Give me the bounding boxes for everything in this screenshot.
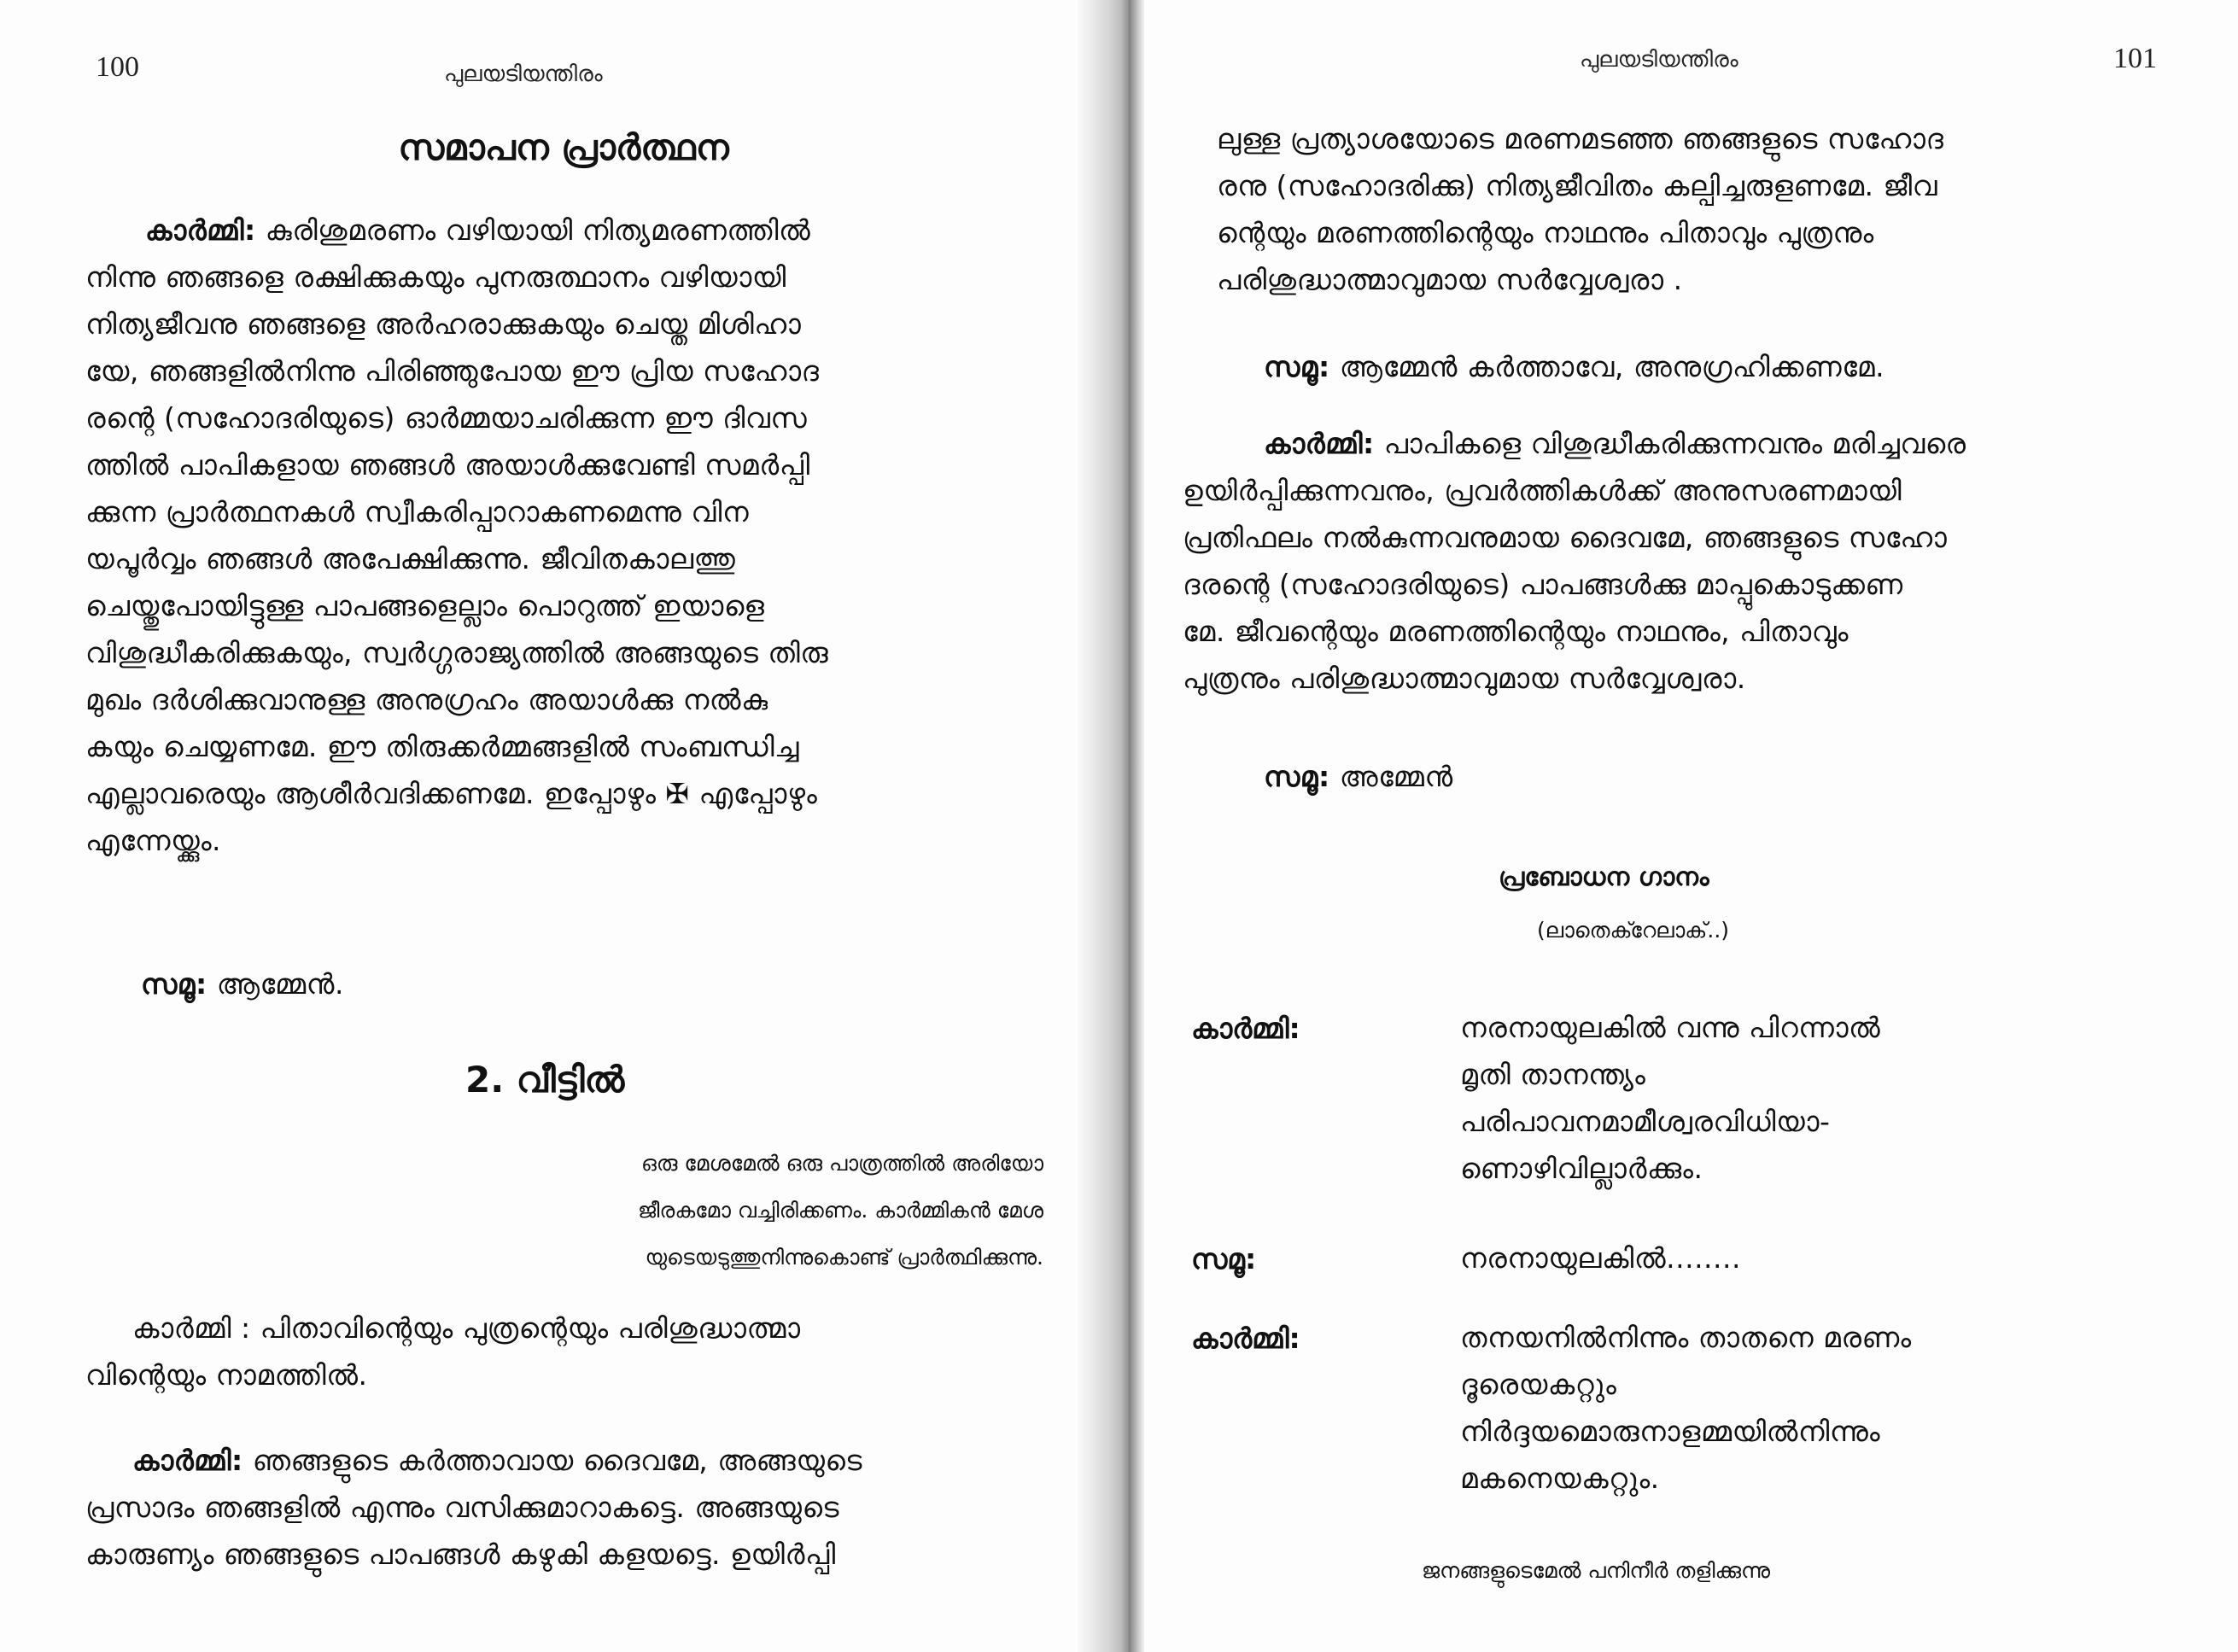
closing-prayer <box>85 207 1046 864</box>
prayer-line: ഉയിർപ്പിക്കുന്നവനും, പ്രവർത്തികൾക്ക് അനുസരണമായി <box>1183 474 1902 507</box>
prayer-line: നിത്യജീവനു ഞങ്ങളെ അർഹരാക്കുകയും ചെയ്ത മിശിഹാ <box>85 307 802 341</box>
speaker-label: കാർമ്മി: <box>132 1444 243 1477</box>
prayer-line: യപൂർവ്വം ഞങ്ങൾ അപേക്ഷിക്കുന്നു. ജീവിതകാലത്തു <box>85 542 736 575</box>
speaker-label: കാർമ്മി: <box>1264 427 1375 460</box>
section-title: സമാപന പ്രാർത്ഥന <box>398 126 729 168</box>
prayer-line: പ്രസാദം ഞങ്ങളിൽ എന്നും വസിക്കുമാറാകട്ടെ. അങ്ങയുടെ <box>85 1491 839 1524</box>
prayer-2 <box>85 1437 1046 1578</box>
response-amen-lord <box>1264 343 1884 390</box>
prayer-line: പാപികളെ വിശുദ്ധീകരിക്കുന്നവനും മരിച്ചവരെ <box>1383 427 1966 460</box>
prayer-line: പരിശുദ്ധാത്മാവുമായ സർവ്വേശ്വരാ . <box>1217 263 1683 296</box>
page-number: 101 <box>2113 43 2157 74</box>
prayer-line: ദരന്റെ (സഹോദരിയുടെ) പാപങ്ങൾക്കു മാപ്പുകൊടുക്കണ <box>1183 568 1903 601</box>
response-text: അമ്മേൻ <box>1339 760 1453 793</box>
hymn-line: നരനായുലകിൽ വന്നു പിറന്നാൽ <box>1460 1011 1881 1044</box>
prayer-line: എന്നേയ്ക്കും. <box>85 824 222 857</box>
prayer-line: മുഖം ദർശിക്കുവാനുള്ള അനുഗ്രഹം അയാൾക്കു നൽകു <box>85 683 768 716</box>
prayer-line: നിന്നു ഞങ്ങളെ രക്ഷിക്കുകയും പുനരുത്ഥാനം വഴിയായി <box>85 260 786 294</box>
speaker-label: കാർമ്മി: <box>145 213 256 247</box>
prayer-line: ത്തിൽ പാപികളായ ഞങ്ങൾ അയാൾക്കുവേണ്ടി സമർപ്പി <box>85 448 810 482</box>
speaker-label: സമൂ: <box>1264 350 1330 383</box>
hymn-line: മകനെയകറ്റും. <box>1460 1462 1660 1495</box>
hymn-speaker: കാർമ്മി: <box>1191 1012 1300 1045</box>
rubric-line: യുടെയടുത്തുനിന്നുകൊണ്ട് പ്രാർത്ഥിക്കുന്നു. <box>645 1245 1043 1270</box>
prayer-line: ലുള്ള പ്രത്യാശയോടെ മരണമടഞ്ഞ ഞങ്ങളുടെ സഹോദ <box>1217 122 1944 155</box>
prayer-line: പുത്രനും പരിശുദ്ധാത്മാവുമായ സർവ്വേശ്വരാ. <box>1183 662 1746 695</box>
hymn-line: ണൊഴിവില്ലാർക്കും. <box>1460 1152 1703 1185</box>
book-gutter-shadow <box>1078 0 1129 1652</box>
hymn-line: നരനായുലകിൽ........ <box>1460 1241 1742 1275</box>
book-gutter-shadow <box>1129 0 1144 1652</box>
prayer-line: ന്റെയും മരണത്തിന്റെയും നാഥനും പിതാവും പുത്രനും <box>1217 216 1874 249</box>
hymn-refrain <box>1460 1235 1741 1281</box>
hymn-title: പ്രബോധന ഗാനം <box>1499 862 1709 892</box>
rubric-instruction <box>360 1140 1043 1281</box>
prayer-line: യേ, ഞങ്ങളിൽനിന്നു പിരിഞ്ഞുപോയ ഈ പ്രിയ സഹോദ <box>85 354 820 388</box>
section-2-title: 2. വീട്ടിൽ <box>465 1059 625 1100</box>
prayer-line: രനു (സഹോദരിക്കു) നിത്യജീവിതം കല്പിച്ചരുളണമേ. ജീവ <box>1217 169 1938 202</box>
response-amen <box>141 960 344 1007</box>
speaker-label: സമൂ: <box>1264 760 1330 793</box>
left-page <box>0 0 1084 1652</box>
rubric-line: ജീരകമോ വച്ചിരിക്കണം. കാർമ്മികൻ മേശ <box>637 1198 1043 1223</box>
running-head: പുലയടിയന്തിരം <box>1580 47 1738 73</box>
response-text: ആമ്മേൻ കർത്താവേ, അനുഗ്രഹിക്കണമേ. <box>1339 350 1885 383</box>
rubric-line: ഒരു മേശമേൽ ഒരു പാത്രത്തിൽ അരിയോ <box>641 1151 1043 1176</box>
hymn-line: പരിപാവനമാമീശ്വരവിധിയാ- <box>1460 1105 1831 1138</box>
response-text: ആമ്മേൻ. <box>216 967 344 1001</box>
hymn-stanza <box>1460 1314 1912 1502</box>
prayer-line: കയും ചെയ്യണമേ. ഈ തിരുക്കർമ്മങ്ങളിൽ സംബന്ധിച്ച <box>85 730 799 763</box>
prayer-line: ചെയ്തുപോയിട്ടുള്ള പാപങ്ങളെല്ലാം പൊറുത്ത് ഇയാളെ <box>85 589 765 622</box>
page-number: 100 <box>96 51 139 83</box>
prayer-line: രന്റെ (സഹോദരിയുടെ) ഓർമ്മയാചരിക്കുന്ന ഈ ദിവസ <box>85 401 808 435</box>
hymn-line: നിർദ്ദയമൊരുനാളമ്മയിൽനിന്നും <box>1460 1415 1881 1448</box>
hymn-speaker: സമൂ: <box>1191 1242 1257 1275</box>
prayer-line: മേ. ജീവന്റെയും മരണത്തിന്റെയും നാഥനും, പിതാവും <box>1183 615 1849 648</box>
speaker-label: സമൂ: <box>141 967 207 1001</box>
prayer-continuation <box>1217 115 2199 303</box>
invocation-line: പിതാവിന്റെയും പുത്രന്റെയും പരിശുദ്ധാത്മാ <box>260 1311 801 1345</box>
hymn-tune: (ലാതെക്റേലാക്..) <box>1537 918 1730 943</box>
prayer-line: കുരിശുമരണം വഴിയായി നിത്യമരണത്തിൽ <box>265 213 811 247</box>
closing-rubric: ജനങ്ങളുടെമേൽ പനിനീർ തളിക്കുന്നു <box>1422 1558 1771 1583</box>
invocation-line: വിന്റെയും നാമത്തിൽ. <box>85 1358 368 1392</box>
prayer-line: വിശുദ്ധീകരിക്കുകയും, സ്വർഗ്ഗരാജ്യത്തിൽ അങ്ങയുടെ തിരു <box>85 636 829 669</box>
response-amen-2 <box>1264 753 1453 800</box>
prayer-line: ഞങ്ങളുടെ കർത്താവായ ദൈവമേ, അങ്ങയുടെ <box>252 1444 862 1477</box>
prayer-line: കാരുണ്യം ഞങ്ങളുടെ പാപങ്ങൾ കഴുകി കളയട്ടെ. ഉയിർപ്പി <box>85 1538 836 1571</box>
intercession-prayer <box>1183 420 2199 702</box>
invocation <box>85 1305 1046 1398</box>
prayer-line: ക്കുന്ന പ്രാർത്ഥനകൾ സ്വീകരിപ്പാറാകണമെന്നു വിന <box>85 495 750 528</box>
hymn-line: ദൂരെയകറ്റും <box>1460 1368 1617 1401</box>
hymn-stanza <box>1460 1004 1880 1192</box>
hymn-line: മൃതി താനന്ത്യം <box>1460 1058 1646 1091</box>
prayer-line: എല്ലാവരെയും ആശീർവദിക്കണമേ. ഇപ്പോഴും ✠ എപ്പോഴും <box>85 777 818 810</box>
hymn-speaker: കാർമ്മി: <box>1191 1322 1300 1355</box>
hymn-line: തനയനിൽനിന്നും താതനെ മരണം <box>1460 1321 1912 1354</box>
speaker-label: കാർമ്മി : <box>132 1311 251 1345</box>
right-page <box>1144 0 2238 1652</box>
prayer-line: പ്രതിഫലം നൽകുന്നവനുമായ ദൈവമേ, ഞങ്ങളുടെ സഹോ <box>1183 521 1948 554</box>
running-head: പുലയടിയന്തിരം <box>444 61 603 87</box>
